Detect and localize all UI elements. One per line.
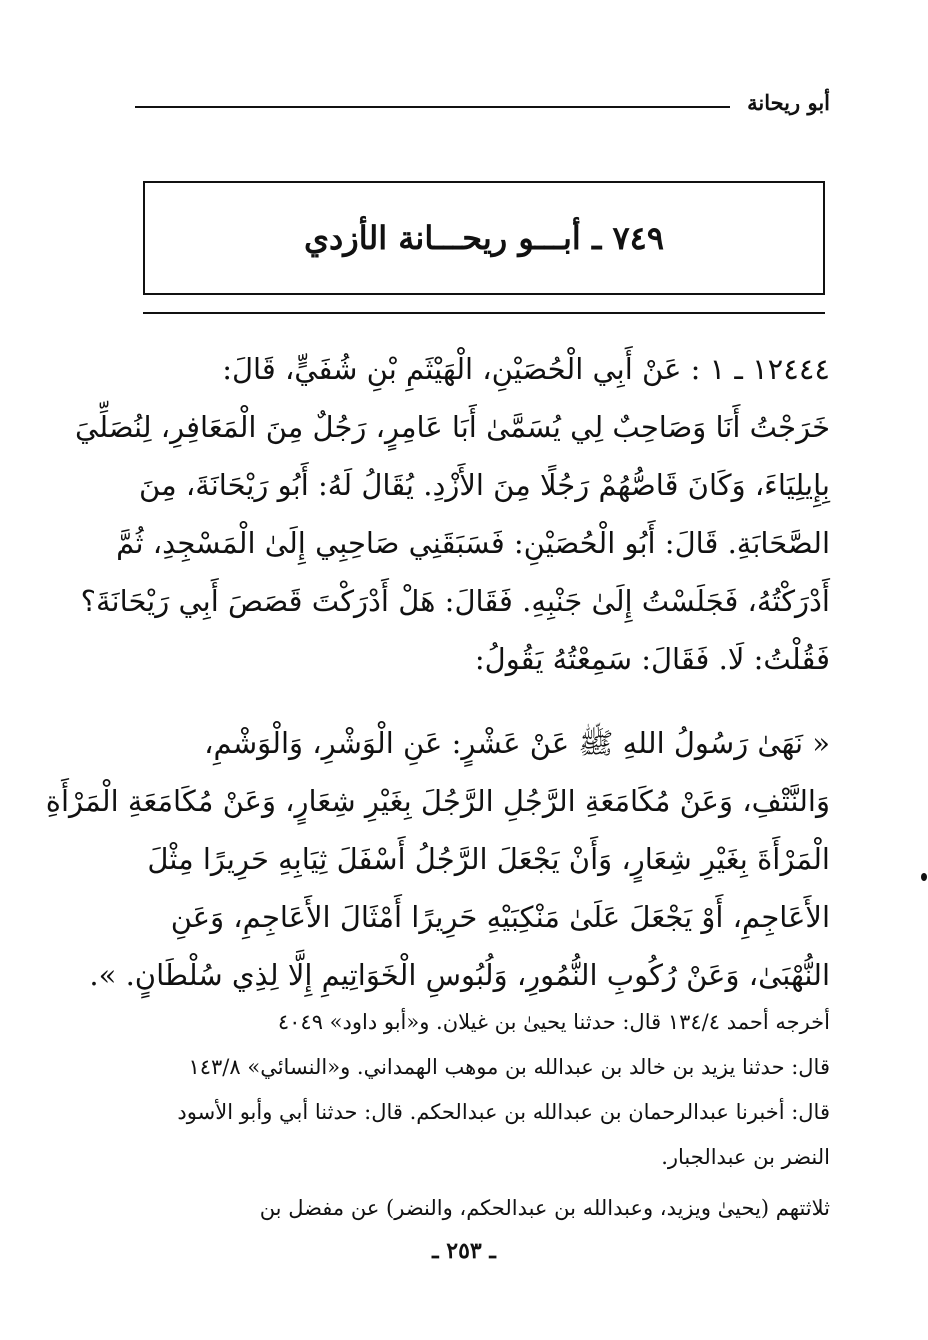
entry-title-box [143,181,825,295]
hadith-line: النُّهْبَىٰ، وَعَنْ رُكُوبِ النُّمُورِ، وَلُبُوسِ الْخَوَاتِيمِ إِلَّا لِذِي سُلْطَانٍ. ». [89,958,830,992]
footnote-line: قال: أخبرنا عبدالرحمان بن عبدالله بن عبدالحكم. قال: حدثنا أبي وأبو الأسود [177,1100,830,1124]
text-line: ١٢٤٤٤ ـ ١ : عَنْ أَبِي الْحُصَيْنِ، الْهَيْثَمِ بْنِ شُفَيٍّ، قَالَ: [222,352,830,386]
hadith-body [45,340,830,1004]
header-rule [135,106,730,108]
hadith-line: وَالنَّتْفِ، وَعَنْ مُكَامَعَةِ الرَّجُلِ الرَّجُلَ بِغَيْرِ شِعَارٍ، وَعَنْ مُكَامَعَةِ الْمَرْأَةِ [45,784,830,818]
text-line: أَدْرَكْتُهُ، فَجَلَسْتُ إِلَىٰ جَنْبِهِ. فَقَالَ: هَلْ أَدْرَكْتَ قَصَصَ أَبِي رَيْحَانَةَ؟ [80,584,830,618]
hadith-line: الْمَرْأَةَ بِغَيْرِ شِعَارٍ، وَأَنْ يَجْعَلَ الرَّجُلُ أَسْفَلَ ثِيَابِهِ حَرِيرًا مِثْلَ [147,842,830,876]
text-line: خَرَجْتُ أَنَا وَصَاحِبٌ لِي يُسَمَّىٰ أَبَا عَامِرٍ، رَجُلٌ مِنَ الْمَعَافِرِ، لِنُصَلِّيَ [75,410,830,444]
entry-title: ٧٤٩ ـ أبـــو ريحـــانة الأزدي [303,219,665,257]
text-line: فَقُلْتُ: لَا. فَقَالَ: سَمِعْتُهُ يَقُولُ: [474,642,830,676]
text-line: الصَّحَابَةِ. قَالَ: أَبُو الْحُصَيْنِ: فَسَبَقَنِي صَاحِبِي إِلَىٰ الْمَسْجِدِ، ثُمَّ [116,526,830,560]
running-header [140,88,830,124]
footnote-line: أخرجه أحمد ١٣٤/٤ قال: حدثنا يحيىٰ بن غيلان. و«أبو داود» ٤٠٤٩ [277,1010,830,1034]
footnote-line: قال: حدثنا يزيد بن خالد بن عبدالله بن موهب الهمداني. و«النسائي» ١٤٣/٨ [188,1055,830,1079]
footnote-line: ثلاثتهم (يحيىٰ ويزيد، وعبدالله بن عبدالحكم، والنضر) عن مفضل بن [259,1196,830,1220]
text-line: بِإِيلِيَاءَ، وَكَانَ قَاصُّهُمْ رَجُلًا مِنَ الأَزْدِ. يُقَالُ لَهُ: أَبُو رَيْحَانَةَ، مِنَ [139,468,830,502]
hadith-line: الأَعَاجِمِ، أَوْ يَجْعَلَ عَلَىٰ مَنْكِبَيْهِ حَرِيرًا أَمْثَالَ الأَعَاجِمِ، وَعَنِ [170,900,830,934]
running-title: أبو ريحانة [747,90,830,115]
title-divider [143,312,825,314]
footnote [140,1000,830,1231]
margin-mark [921,873,927,881]
hadith-line: « نَهَىٰ رَسُولُ اللهِ ﷺ عَنْ عَشْرٍ: عَنِ الْوَشْرِ، وَالْوَشْمِ، [204,726,830,760]
page-number: ـ ٢٥٣ ـ [432,1238,496,1264]
footnote-line: النضر بن عبدالجبار. [661,1145,830,1169]
